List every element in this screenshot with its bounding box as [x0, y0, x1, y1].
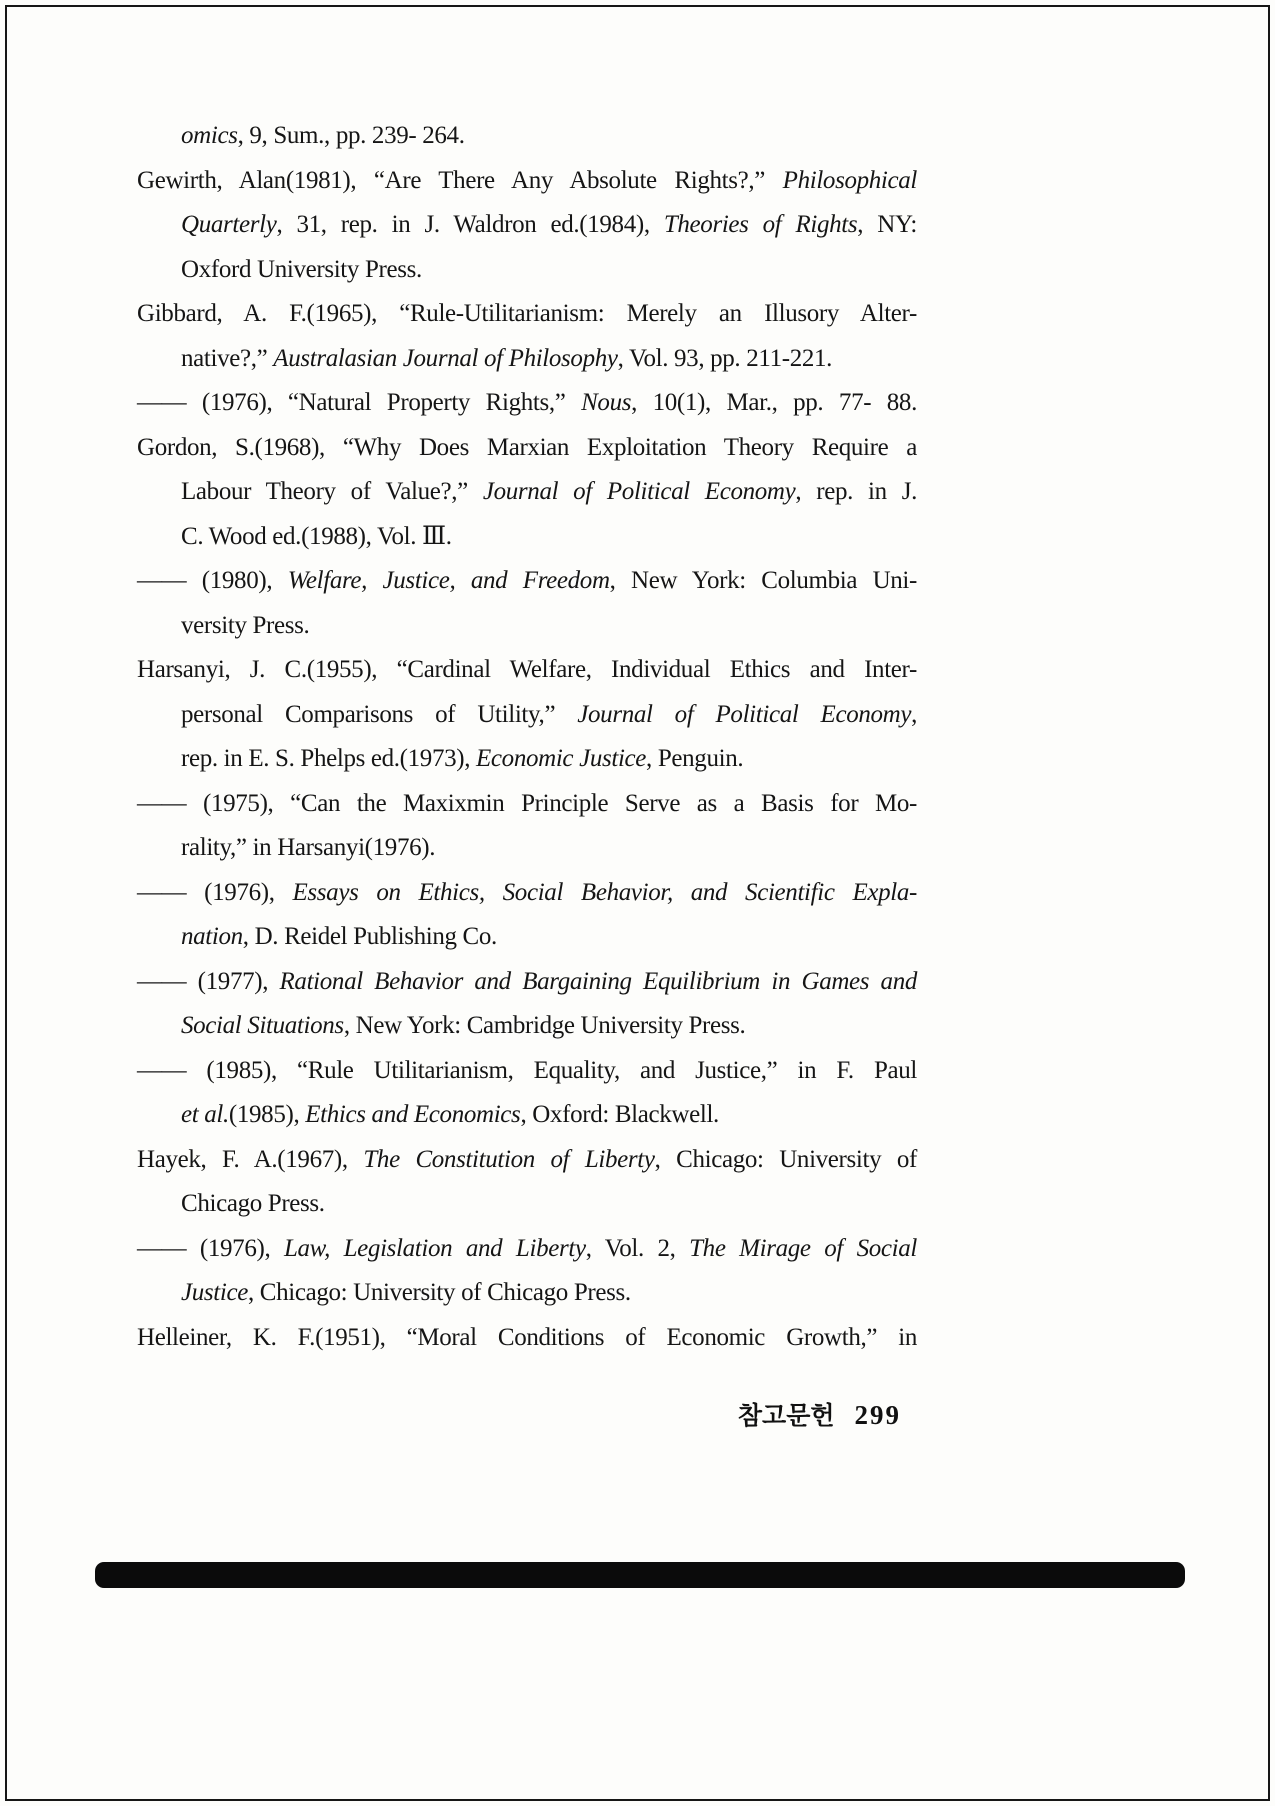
reference-entry — [137, 426, 917, 560]
reference-line — [137, 114, 917, 159]
reference-entry — [137, 648, 917, 782]
reference-entry — [137, 559, 917, 648]
text-run-italic: Theories of Rights — [663, 211, 858, 238]
text-run: rep. in E. S. Phelps ed.(1973), — [181, 745, 477, 772]
references-list — [137, 114, 917, 1360]
text-run-italic: Philosophical — [782, 166, 917, 194]
reference-line — [137, 1138, 917, 1183]
reference-line — [137, 915, 917, 960]
reference-line — [137, 1182, 917, 1227]
reference-entry — [137, 871, 917, 960]
reference-line — [137, 960, 917, 1005]
footer-section-label: 참고문헌 — [737, 1403, 835, 1430]
reference-entry — [137, 1316, 917, 1361]
text-run-italic: Social Situations — [181, 1012, 344, 1039]
text-run: native?,” — [181, 344, 274, 372]
text-run: , Chicago: University of — [654, 1145, 917, 1173]
text-run: —— (1976), — [137, 878, 293, 906]
text-run-italic: Journal of Political Economy — [577, 700, 912, 728]
text-run: C. Wood ed.(1988), Vol. Ⅲ. — [181, 522, 452, 550]
text-run: rality,” in Harsanyi(1976). — [181, 834, 436, 861]
text-run: Labour Theory of Value?,” — [181, 478, 483, 505]
text-run: , rep. in J. — [795, 478, 918, 505]
reference-entry — [137, 114, 917, 159]
text-run: Helleiner, K. F.(1951), “Moral Conditions of Economic Growth,” in — [137, 1323, 917, 1351]
reference-line — [137, 248, 917, 293]
text-run-italic: Law, Legislation and Liberty — [283, 1234, 586, 1262]
reference-line — [137, 782, 917, 827]
text-run: Gewirth, Alan(1981), “Are There Any Absolute Rights?,” — [137, 166, 783, 194]
text-run: —— (1985), “Rule Utilitarianism, Equality, and Justice,” in F. Paul — [137, 1056, 917, 1084]
reference-line — [137, 515, 917, 560]
reference-line — [137, 1093, 917, 1138]
text-run: —— (1975), “Can the Maxixmin Principle Serve as a Basis for Mo- — [137, 789, 917, 817]
reference-line — [137, 1049, 917, 1094]
text-run-italic: Economic Justice — [476, 745, 647, 772]
reference-line — [137, 604, 917, 649]
text-run: (1985), — [228, 1101, 306, 1128]
reference-line — [137, 559, 917, 604]
reference-line — [137, 426, 917, 471]
text-run-italic: Nous — [581, 389, 632, 416]
text-run-italic: Australasian Journal of Philosophy — [273, 344, 618, 372]
text-run: , NY: — [857, 211, 917, 238]
text-run-italic: Essays on Ethics, Social Behavior, and Scientific Expla- — [292, 878, 917, 906]
text-run: Harsanyi, J. C.(1955), “Cardinal Welfare, Individual Ethics and Inter- — [137, 656, 917, 683]
reference-entry — [137, 381, 917, 426]
text-run: —— (1976), — [137, 1234, 284, 1262]
text-run: Hayek, F. A.(1967), — [137, 1145, 364, 1173]
reference-line — [137, 1316, 917, 1361]
reference-line — [137, 737, 917, 782]
text-run-italic: nation — [181, 923, 243, 950]
text-run-italic: omics — [181, 122, 238, 149]
text-run: , New York: Cambridge University Press. — [343, 1012, 746, 1039]
text-run: Gibbard, A. F.(1965), “Rule-Utilitarianism: Merely an Illusory Alter- — [137, 300, 917, 327]
text-run-italic: Rational Behavior and Bargaining Equilibrium in Games and — [279, 967, 917, 995]
text-run-italic: Ethics and Economics — [305, 1101, 521, 1128]
reference-line — [137, 1004, 917, 1049]
reference-line — [137, 159, 917, 204]
reference-line — [137, 470, 917, 515]
text-run: Oxford University Press. — [181, 255, 422, 283]
footer-page-number: 299 — [854, 1400, 901, 1430]
text-run: , — [911, 700, 917, 728]
reference-entry — [137, 782, 917, 871]
reference-entry — [137, 1049, 917, 1138]
text-run: , 10(1), Mar., pp. 77- 88. — [631, 389, 917, 416]
text-run: , Penguin. — [646, 745, 744, 772]
text-run: , D. Reidel Publishing Co. — [242, 923, 497, 950]
reference-line — [137, 337, 917, 382]
text-run: , Oxford: Blackwell. — [520, 1101, 719, 1128]
text-run-italic: et al. — [181, 1101, 229, 1128]
text-run-italic: Quarterly — [181, 211, 277, 238]
page-footer — [137, 1396, 917, 1432]
text-run-italic: The Constitution of Liberty — [363, 1145, 655, 1173]
reference-line — [137, 1227, 917, 1272]
text-run: —— (1980), — [137, 567, 288, 594]
text-run-italic: Justice — [181, 1279, 248, 1306]
reference-entry — [137, 1227, 917, 1316]
reference-line — [137, 826, 917, 871]
text-run: —— (1977), — [137, 967, 280, 995]
reference-line — [137, 871, 917, 916]
text-run-italic: Welfare, Justice, and Freedom — [287, 567, 610, 594]
reference-entry — [137, 960, 917, 1049]
text-run: , Chicago: University of Chicago Press. — [247, 1279, 631, 1306]
scan-artifact-bar — [95, 1562, 1185, 1588]
text-run: versity Press. — [181, 611, 310, 639]
text-run: personal Comparisons of Utility,” — [181, 700, 578, 728]
reference-line — [137, 203, 917, 248]
reference-line — [137, 648, 917, 693]
text-run-italic: The Mirage of Social — [689, 1234, 917, 1262]
reference-line — [137, 292, 917, 337]
reference-line — [137, 1271, 917, 1316]
reference-line — [137, 693, 917, 738]
text-run-italic: Journal of Political Economy — [482, 478, 796, 505]
text-run: , Vol. 93, pp. 211-221. — [617, 344, 833, 372]
text-run: —— (1976), “Natural Property Rights,” — [137, 389, 582, 416]
text-run: Chicago Press. — [181, 1190, 325, 1217]
text-run: , 9, Sum., pp. 239- 264. — [237, 122, 465, 149]
reference-line — [137, 381, 917, 426]
text-run: , Vol. 2, — [585, 1234, 690, 1262]
text-run: , New York: Columbia Uni- — [609, 567, 917, 594]
reference-entry — [137, 159, 917, 293]
reference-entry — [137, 1138, 917, 1227]
text-run: Gordon, S.(1968), “Why Does Marxian Exploitation Theory Require a — [137, 433, 917, 461]
reference-entry — [137, 292, 917, 381]
text-run: , 31, rep. in J. Waldron ed.(1984), — [276, 211, 664, 238]
